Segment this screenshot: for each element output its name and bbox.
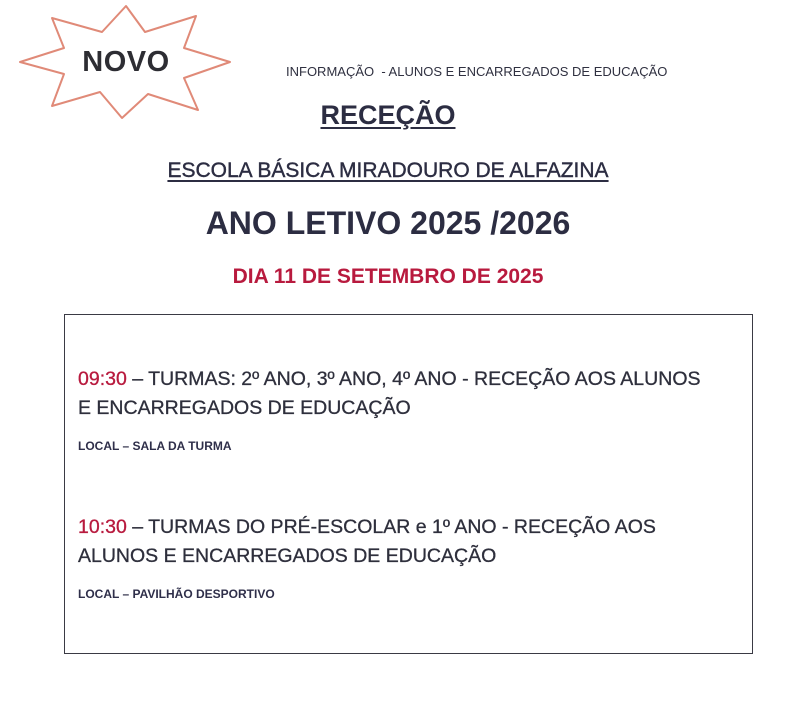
schedule-time: 09:30 — [78, 368, 127, 390]
info-subtitle: INFORMAÇÃO - ALUNOS E ENCARREGADOS DE EDUCAÇÃO — [286, 64, 668, 79]
schedule-description: – TURMAS: 2º ANO, 3º ANO, 4º ANO - RECEÇÃO AOS ALUNOS — [126, 368, 701, 390]
schedule-time: 10:30 — [78, 516, 127, 538]
event-date: DIA 11 DE SETEMBRO DE 2025 — [232, 265, 544, 288]
school-name: ESCOLA BÁSICA MIRADOURO DE ALFAZINA — [167, 159, 609, 182]
schedule-entry-line-1 — [78, 365, 748, 394]
schedule-entry — [78, 513, 748, 601]
schedule-description: – TURMAS DO PRÉ-ESCOLAR e 1º ANO - RECEÇÃO AOS — [126, 516, 656, 538]
schedule-location: LOCAL – PAVILHÃO DESPORTIVO — [78, 587, 275, 601]
new-badge-label: NOVO — [82, 45, 170, 78]
page-title: RECEÇÃO — [320, 100, 456, 130]
schedule-entry-line-1 — [78, 513, 748, 542]
schedule-box — [64, 314, 753, 654]
school-year: ANO LETIVO 2025 /2026 — [205, 205, 571, 241]
schedule-description-continued: E ENCARREGADOS DE EDUCAÇÃO — [78, 397, 411, 419]
schedule-description-continued: ALUNOS E ENCARREGADOS DE EDUCAÇÃO — [78, 545, 497, 567]
schedule-location: LOCAL – SALA DA TURMA — [78, 439, 232, 453]
schedule-entry — [78, 365, 748, 453]
